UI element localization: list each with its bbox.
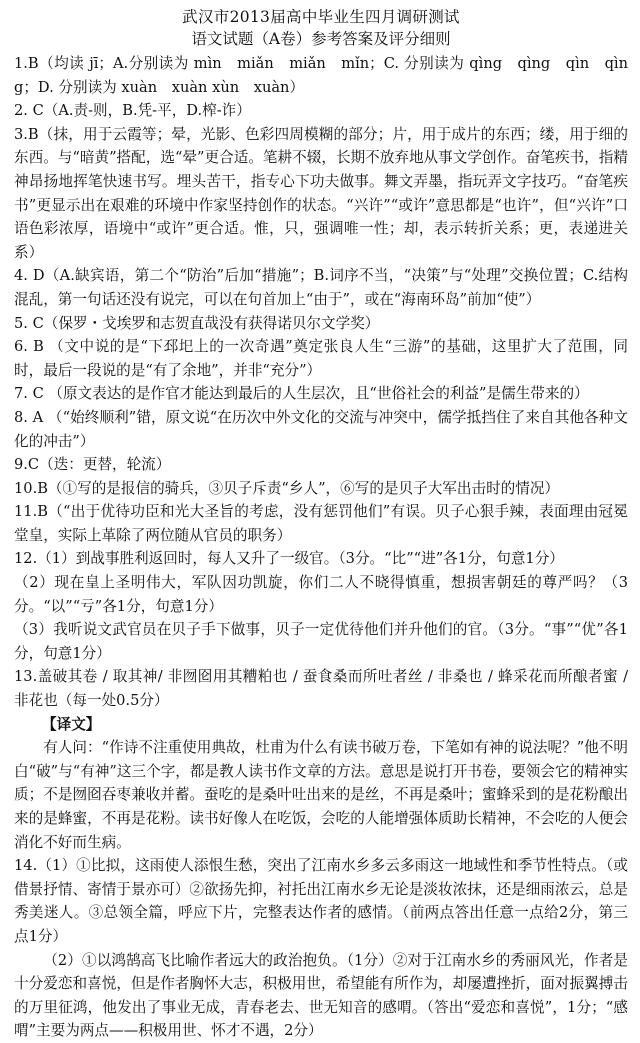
answer-9: 9.C（迭：更替，轮流） (14, 456, 171, 474)
answer-3: 3.B（抹，用于云霞等；晕，光影、色彩四周模糊的部分；片，用于成片的东西；缕，用于细的东西。与“暗黄”搭配，选“晕”更合适。笔耕不辍，长期不放弃地从事文学创作。奋笔疾书，指精神昂扬地挥笔快速书写。埋头苦干，指专心下功夫做事。舞文弄墨，指玩弄文字技巧。“奋笔疾书”更显示出在艰难的环境中作家坚持创作的状态。“兴许”“或许”意思都是“也许”，但“兴许”口语色彩浓厚，语境中“或许”更合适。惟，只，强调唯一性；却，表示转折关系；更，表递进关系） (14, 125, 628, 261)
answer-10: 10.B（①写的是报信的骑兵，③贝子斥责“乡人”，⑥写的是贝子大军出击时的情况） (14, 479, 560, 497)
answer-5: 5. C（保罗・戈埃罗和志贺直哉没有获得诺贝尔文学奖） (14, 314, 380, 332)
answer-7: 7. C （原文表达的是作官才能达到最后的人生层次，且“世俗社会的利益”是儒生带来的） (14, 385, 589, 403)
answer-6: 6. B （文中说的是“下邳圯上的一次奇遇”奠定张良人生“三游”的基础，这里扩大了范围，同时，最后一段说的是“有了余地”，并非“充分”） (14, 338, 628, 379)
answer-4: 4. D（A.缺宾语，第二个“防治”后加“措施”；B.词序不当，“决策”与“处理”交换位置；C.结构混乱，第一句话还没有说完，可以在句首加上“由于”，或在“海南环岛”前加“使”） (14, 267, 628, 308)
answer-13: 13.盖破其卷 / 取其神/ 非囫囵用其糟粕也 / 蚕食桑而所吐者丝 / 非桑也 / 蜂采花而所酿者蜜 / 非花也（每一处0.5分） (14, 668, 628, 710)
answer-1: 1.B（均读 jī；A.分别读为 mìn miǎn miǎn mǐn；C. 分别读为 qìng qìng qìn qìng；D. 分别读为 xuàn xuàn xùn xuàn） (14, 55, 628, 96)
translation-heading: 【译文】 (42, 715, 101, 733)
document-subtitle: 语文试题（A卷）参考答案及评分细则 (191, 30, 451, 48)
document-title: 武汉市2013届高中毕业生四月调研测试 (182, 8, 460, 26)
translation-body: 有人问：“作诗不注重使用典故，杜甫为什么有读书破万卷，下笔如有神的说法呢？”他不明白“破”与“有神”这三个字，都是教人读书作文章的方法。意思是说打开书卷，要领会它的精神实质；不是囫囵吞枣兼收并蓄。蚕吃的是桑叶吐出来的是丝，不再是桑叶；蜜蜂采到的是花粉酿出来的是蜂蜜，不再是花粉。读书好像人在吃饭，会吃的人能增强体质助长精神，不会吃的人便会消化不好而生病。 (14, 739, 628, 851)
answer-12-2: （2）现在皇上圣明伟大，军队因功凯旋，你们二人不晓得慎重，想损害朝廷的尊严吗？（3分。“以”“亏”各1分，句意1分） (14, 574, 628, 615)
answer-11: 11.B（“出于优待功臣和光大圣旨的考虑，没有惩罚他们”有误。贝子心狠手辣，表面理由冠冕堂皇，实际上革除了两位随从官员的职务） (14, 503, 628, 544)
answer-8: 8. A （“始终顺利”错，原文说“在历次中外文化的交流与冲突中，儒学抵挡住了来自其他各种文化的冲击”） (14, 408, 628, 450)
answer-14-2: （2）①以鸿鹄高飞比喻作者远大的政治抱负。（1分）②对于江南水乡的秀丽风光，作者是十分爱恋和喜悦，但是作者胸怀大志，积极用世，希望能有所作为，却屡遭挫折，面对振翼搏击的万里征鸿，他发出了事业无成，青春老去、世无知音的感喟。（答出“爱恋和喜悦”，1分；“感喟”主要为两点——积极用世、怀才不遇，2分） (14, 951, 628, 1040)
answer-14-1: 14.（1）①比拟，这雨使人添恨生愁，突出了江南水乡多云多雨这一地域性和季节性特点。（或借景抒情、寄情于景亦可）②欲扬先抑，衬托出江南水乡无论是淡妆浓抹，还是细雨浓云，总是秀美迷人。③总领全篇，呼应下片，完整表达作者的感情。（前两点答出任意一点给2分，第三点1分） (14, 857, 628, 945)
answer-12-1: 12.（1）到战事胜利返回时，每人又升了一级官。（3分。“比”“进”各1分，句意1分） (14, 550, 564, 568)
answer-12-3: （3）我听说文武官员在贝子手下做事，贝子一定优待他们并升他们的官。（3分。“事”“优”各1分，句意1分） (14, 621, 628, 662)
answer-2: 2. C（A.责-则，B.凭-平，D.榨-诈） (14, 102, 251, 120)
